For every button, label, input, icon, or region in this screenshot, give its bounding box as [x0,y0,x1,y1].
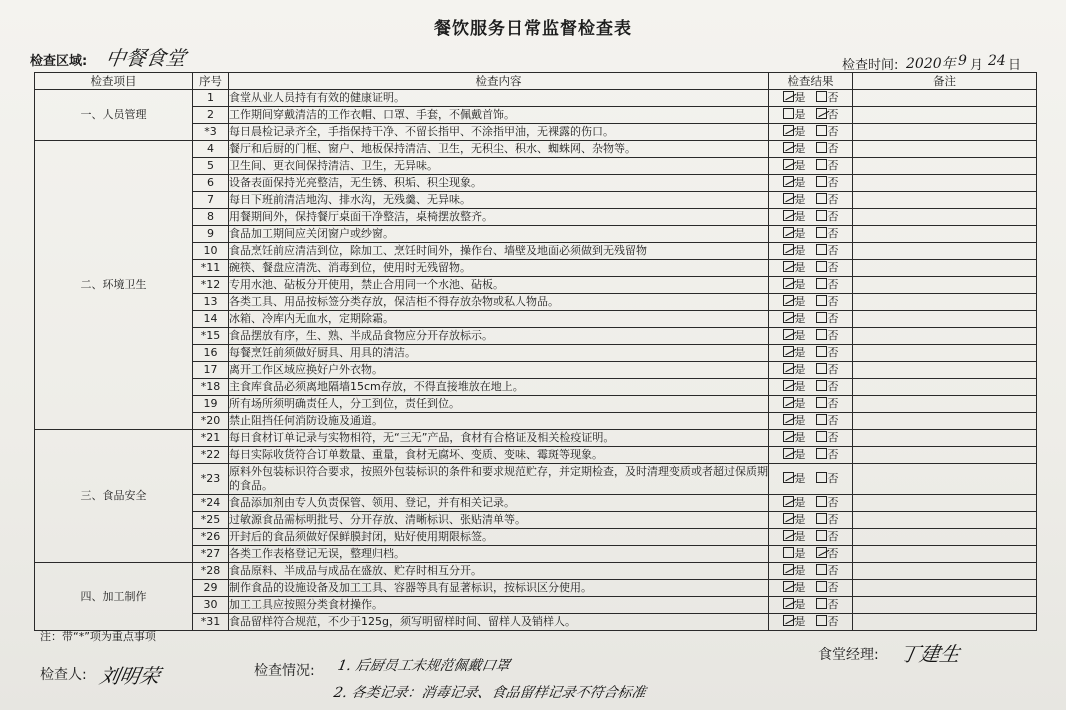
check-content: 食品烹饪前应清洁到位，除加工、烹饪时间外，操作台、墙壁及地面必须做到无残留物 [229,243,769,260]
no-label: 否 [827,564,839,577]
yes-checkbox[interactable] [783,615,794,626]
no-label: 否 [827,244,839,257]
check-result [769,311,853,328]
inspection-area-label: 检查区域: [30,54,88,69]
remark-cell[interactable] [853,345,1037,362]
yes-checkbox[interactable] [783,363,794,374]
no-checkbox[interactable] [816,125,827,136]
no-label: 否 [827,363,839,376]
row-number: 5 [193,158,229,175]
no-label: 否 [827,261,839,274]
check-content: 所有场所须明确责任人，分工到位，责任到位。 [229,396,769,413]
yes-checkbox[interactable] [783,346,794,357]
yes-label: 是 [794,244,806,257]
no-label: 否 [827,598,839,611]
check-content: 食堂从业人员持有有效的健康证明。 [229,90,769,107]
yes-label: 是 [794,210,806,223]
no-label: 否 [827,581,839,594]
inspection-year: 2020年 [906,56,956,72]
check-content: 开封后的食品须做好保鲜膜封闭，贴好使用期限标签。 [229,529,769,546]
check-content: 食品加工期间应关闭窗户或纱窗。 [229,226,769,243]
row-number: 30 [193,597,229,614]
no-label: 否 [827,530,839,543]
yes-label: 是 [794,159,806,172]
no-checkbox[interactable] [816,363,827,374]
yes-label: 是 [794,295,806,308]
remark-cell[interactable] [853,277,1037,294]
row-number: *18 [193,379,229,396]
check-result [769,529,853,546]
remark-cell[interactable] [853,396,1037,413]
row-number: 9 [193,226,229,243]
check-content: 每餐烹饪前须做好厨具、用具的清洁。 [229,345,769,362]
check-content: 食品原料、半成品与成品在盛放、贮存时相互分开。 [229,563,769,580]
inspection-area-value: 中餐食堂 [104,46,188,70]
yes-label: 是 [794,598,806,611]
no-checkbox[interactable] [816,346,827,357]
yes-label: 是 [794,193,806,206]
row-number: *24 [193,495,229,512]
yes-label: 是 [794,363,806,376]
no-checkbox[interactable] [816,142,827,153]
check-result [769,464,853,495]
no-checkbox[interactable] [816,159,827,170]
yes-checkbox[interactable] [783,564,794,575]
no-checkbox[interactable] [816,496,827,507]
row-number: 4 [193,141,229,158]
no-checkbox[interactable] [816,431,827,442]
row-number: 10 [193,243,229,260]
check-content: 制作食品的设施设备及加工工具、容器等具有显著标识，按标识区分使用。 [229,580,769,597]
yes-label: 是 [794,312,806,325]
remark-cell[interactable] [853,614,1037,631]
yes-checkbox[interactable] [783,414,794,425]
check-content: 食品摆放有序，生、熟、半成品食物应分开存放标示。 [229,328,769,345]
header-content: 检查内容 [229,73,769,90]
manager-signature: 丁建生 [897,642,962,666]
yes-checkbox[interactable] [783,496,794,507]
day-unit: 日 [1008,58,1022,73]
yes-label: 是 [794,329,806,342]
yes-checkbox[interactable] [783,278,794,289]
check-content: 专用水池、砧板分开使用，禁止合用同一个水池、砧板。 [229,277,769,294]
no-label: 否 [827,176,839,189]
no-checkbox[interactable] [816,193,827,204]
no-label: 否 [827,329,839,342]
check-content: 食品添加剂由专人负责保管、领用、登记，并有相关记录。 [229,495,769,512]
group-name: 四、加工制作 [35,563,193,631]
no-label: 否 [827,295,839,308]
no-checkbox[interactable] [816,513,827,524]
yes-label: 是 [794,496,806,509]
yes-checkbox[interactable] [783,581,794,592]
no-label: 否 [827,125,839,138]
row-number: 29 [193,580,229,597]
check-result [769,277,853,294]
check-content: 工作期间穿戴清洁的工作衣帽、口罩、手套，不佩戴首饰。 [229,107,769,124]
no-checkbox[interactable] [816,380,827,391]
table-body [35,90,1037,631]
check-result [769,192,853,209]
check-result [769,243,853,260]
yes-label: 是 [794,615,806,628]
check-content: 主食库食品必须离地隔墙15cm存放，不得直接堆放在地上。 [229,379,769,396]
remark-cell[interactable] [853,294,1037,311]
no-checkbox[interactable] [816,530,827,541]
check-result [769,226,853,243]
findings-line-1: 1. 后厨员工未规范佩戴口罩 [336,658,512,674]
no-label: 否 [827,513,839,526]
yes-checkbox[interactable] [783,193,794,204]
yes-checkbox[interactable] [783,159,794,170]
inspection-month: 9 [958,53,967,69]
yes-label: 是 [794,261,806,274]
yes-checkbox[interactable] [783,547,794,558]
no-label: 否 [827,159,839,172]
check-result [769,294,853,311]
remark-cell[interactable] [853,124,1037,141]
row-number: *20 [193,413,229,430]
yes-checkbox[interactable] [783,431,794,442]
yes-checkbox[interactable] [783,513,794,524]
check-content: 冰箱、冷库内无血水，定期除霜。 [229,311,769,328]
remark-cell[interactable] [853,243,1037,260]
row-number: 6 [193,175,229,192]
no-label: 否 [827,397,839,410]
no-label: 否 [827,346,839,359]
row-number: 13 [193,294,229,311]
remark-cell[interactable] [853,311,1037,328]
check-result [769,107,853,124]
row-number: *27 [193,546,229,563]
yes-label: 是 [794,142,806,155]
no-label: 否 [827,142,839,155]
yes-label: 是 [794,346,806,359]
no-label: 否 [827,615,839,628]
check-result [769,209,853,226]
no-checkbox[interactable] [816,414,827,425]
remark-cell[interactable] [853,546,1037,563]
no-label: 否 [827,210,839,223]
row-number: *15 [193,328,229,345]
no-checkbox[interactable] [816,210,827,221]
check-content: 各类工作表格登记无误，整理归档。 [229,546,769,563]
check-content: 用餐期间外，保持餐厅桌面干净整洁，桌椅摆放整齐。 [229,209,769,226]
check-result [769,328,853,345]
check-result [769,175,853,192]
no-checkbox[interactable] [816,227,827,238]
remark-cell[interactable] [853,362,1037,379]
row-number: *22 [193,447,229,464]
row-number: *25 [193,512,229,529]
no-checkbox[interactable] [816,397,827,408]
row-number: *31 [193,614,229,631]
yes-checkbox[interactable] [783,448,794,459]
form-title: 餐饮服务日常监督检查表 [434,19,632,39]
remark-cell[interactable] [853,464,1037,495]
no-checkbox[interactable] [816,244,827,255]
yes-checkbox[interactable] [783,142,794,153]
no-label: 否 [827,472,839,485]
no-checkbox[interactable] [816,581,827,592]
month-unit: 月 [970,58,984,73]
inspection-time-label: 检查时间: [842,58,899,73]
check-result [769,430,853,447]
check-result [769,90,853,107]
check-result [769,379,853,396]
no-checkbox[interactable] [816,472,827,483]
yes-checkbox[interactable] [783,329,794,340]
no-checkbox[interactable] [816,615,827,626]
remark-cell[interactable] [853,328,1037,345]
yes-label: 是 [794,397,806,410]
no-checkbox[interactable] [816,564,827,575]
check-result [769,141,853,158]
remark-cell[interactable] [853,379,1037,396]
yes-checkbox[interactable] [783,176,794,187]
no-checkbox[interactable] [816,329,827,340]
inspection-day: 24 [988,53,1006,69]
check-content: 每日下班前清洁地沟、排水沟，无残羹、无异味。 [229,192,769,209]
check-result [769,614,853,631]
findings-label: 检查情况: [254,663,315,679]
remark-cell[interactable] [853,209,1037,226]
check-content: 加工工具应按照分类食材操作。 [229,597,769,614]
remark-cell[interactable] [853,107,1037,124]
yes-label: 是 [794,125,806,138]
header-result: 检查结果 [769,73,853,90]
no-label: 否 [827,380,839,393]
row-number: *21 [193,430,229,447]
check-result [769,158,853,175]
yes-checkbox[interactable] [783,210,794,221]
yes-checkbox[interactable] [783,472,794,483]
check-result [769,447,853,464]
yes-label: 是 [794,91,806,104]
check-content: 卫生间、更衣间保持清洁、卫生，无异味。 [229,158,769,175]
check-content: 每日晨检记录齐全，手指保持干净、不留长指甲、不涂指甲油，无裸露的伤口。 [229,124,769,141]
group-name: 三、食品安全 [35,430,193,563]
remark-cell[interactable] [853,226,1037,243]
remark-cell[interactable] [853,192,1037,209]
row-number: 7 [193,192,229,209]
no-checkbox[interactable] [816,261,827,272]
no-label: 否 [827,227,839,240]
table-row [35,141,1037,158]
remark-cell[interactable] [853,413,1037,430]
no-checkbox[interactable] [816,176,827,187]
no-checkbox[interactable] [816,295,827,306]
no-label: 否 [827,193,839,206]
remark-cell[interactable] [853,90,1037,107]
yes-label: 是 [794,176,806,189]
check-content: 每日实际收货符合订单数量、重量，食材无腐坏、变质、变味、霉斑等现象。 [229,447,769,464]
check-content: 设备表面保持光亮整洁，无生锈、积垢、积尘现象。 [229,175,769,192]
yes-label: 是 [794,513,806,526]
yes-label: 是 [794,380,806,393]
check-result [769,362,853,379]
check-result [769,345,853,362]
yes-label: 是 [794,581,806,594]
manager-label: 食堂经理: [818,647,879,663]
yes-label: 是 [794,448,806,461]
yes-checkbox[interactable] [783,295,794,306]
no-label: 否 [827,496,839,509]
row-number: *23 [193,464,229,495]
remark-cell[interactable] [853,495,1037,512]
row-number: 2 [193,107,229,124]
row-number: 14 [193,311,229,328]
no-checkbox[interactable] [816,108,827,119]
yes-label: 是 [794,547,806,560]
yes-checkbox[interactable] [783,312,794,323]
no-checkbox[interactable] [816,278,827,289]
yes-checkbox[interactable] [783,380,794,391]
yes-label: 是 [794,564,806,577]
no-checkbox[interactable] [816,547,827,558]
inspection-table [34,72,1037,631]
header-num: 序号 [193,73,229,90]
remark-cell[interactable] [853,447,1037,464]
header-remark: 备注 [853,73,1037,90]
yes-checkbox[interactable] [783,125,794,136]
no-checkbox[interactable] [816,448,827,459]
check-result [769,124,853,141]
check-result [769,563,853,580]
yes-label: 是 [794,530,806,543]
group-name: 一、人员管理 [35,90,193,141]
check-content: 餐厅和后厨的门框、窗户、地板保持清洁、卫生，无积尘、积水、蜘蛛网、杂物等。 [229,141,769,158]
inspector-signature: 刘明荣 [97,664,162,688]
yes-label: 是 [794,227,806,240]
yes-checkbox[interactable] [783,530,794,541]
row-number: *11 [193,260,229,277]
check-result [769,580,853,597]
yes-checkbox[interactable] [783,227,794,238]
remark-cell[interactable] [853,141,1037,158]
row-number: 8 [193,209,229,226]
remark-cell[interactable] [853,175,1037,192]
yes-label: 是 [794,108,806,121]
no-label: 否 [827,91,839,104]
yes-label: 是 [794,278,806,291]
check-content: 食品留样符合规范，不少于125g，须写明留样时间、留样人及销样人。 [229,614,769,631]
row-number: 17 [193,362,229,379]
yes-checkbox[interactable] [783,397,794,408]
check-content: 碗筷、餐盘应清洗、消毒到位，使用时无残留物。 [229,260,769,277]
yes-label: 是 [794,414,806,427]
row-number: *28 [193,563,229,580]
row-number: *12 [193,277,229,294]
no-label: 否 [827,278,839,291]
table-header-row [35,73,1037,90]
check-content: 离开工作区域应换好户外衣物。 [229,362,769,379]
row-number: *26 [193,529,229,546]
findings-line-2: 2. 各类记录：消毒记录、食品留样记录不符合标准 [332,685,648,701]
group-name: 二、环境卫生 [35,141,193,430]
check-content: 每日食材订单记录与实物相符，无“三无”产品，食材有合格证及相关检疫证明。 [229,430,769,447]
no-label: 否 [827,448,839,461]
yes-checkbox[interactable] [783,91,794,102]
yes-checkbox[interactable] [783,261,794,272]
check-content: 禁止阻挡任何消防设施及通道。 [229,413,769,430]
remark-cell[interactable] [853,563,1037,580]
row-number: 19 [193,396,229,413]
yes-label: 是 [794,431,806,444]
table-row [35,563,1037,580]
no-label: 否 [827,547,839,560]
header-item: 检查项目 [35,73,193,90]
remark-cell[interactable] [853,529,1037,546]
remark-cell[interactable] [853,597,1037,614]
check-result [769,396,853,413]
no-label: 否 [827,312,839,325]
table-row [35,90,1037,107]
yes-label: 是 [794,472,806,485]
row-number: 1 [193,90,229,107]
no-checkbox[interactable] [816,312,827,323]
no-label: 否 [827,414,839,427]
footnote: 注：带“*”项为重点事项 [40,630,156,643]
remark-cell[interactable] [853,158,1037,175]
no-checkbox[interactable] [816,598,827,609]
no-checkbox[interactable] [816,91,827,102]
check-result [769,546,853,563]
check-content: 各类工具、用品按标签分类存放，保洁柜不得存放杂物或私人物品。 [229,294,769,311]
no-label: 否 [827,108,839,121]
remark-cell[interactable] [853,580,1037,597]
check-result [769,597,853,614]
no-label: 否 [827,431,839,444]
remark-cell[interactable] [853,430,1037,447]
yes-checkbox[interactable] [783,244,794,255]
check-content: 原料外包装标识符合要求，按照外包装标识的条件和要求规范贮存，并定期检查，及时清理变质或者超过保质期的食品。 [229,464,769,495]
remark-cell[interactable] [853,260,1037,277]
yes-checkbox[interactable] [783,108,794,119]
check-result [769,413,853,430]
row-number: 16 [193,345,229,362]
check-content: 过敏源食品需标明批号、分开存放、清晰标识、张贴清单等。 [229,512,769,529]
inspector-label: 检查人: [40,667,87,683]
row-number: *3 [193,124,229,141]
remark-cell[interactable] [853,512,1037,529]
check-result [769,260,853,277]
check-result [769,495,853,512]
table-row [35,430,1037,447]
yes-checkbox[interactable] [783,598,794,609]
check-result [769,512,853,529]
